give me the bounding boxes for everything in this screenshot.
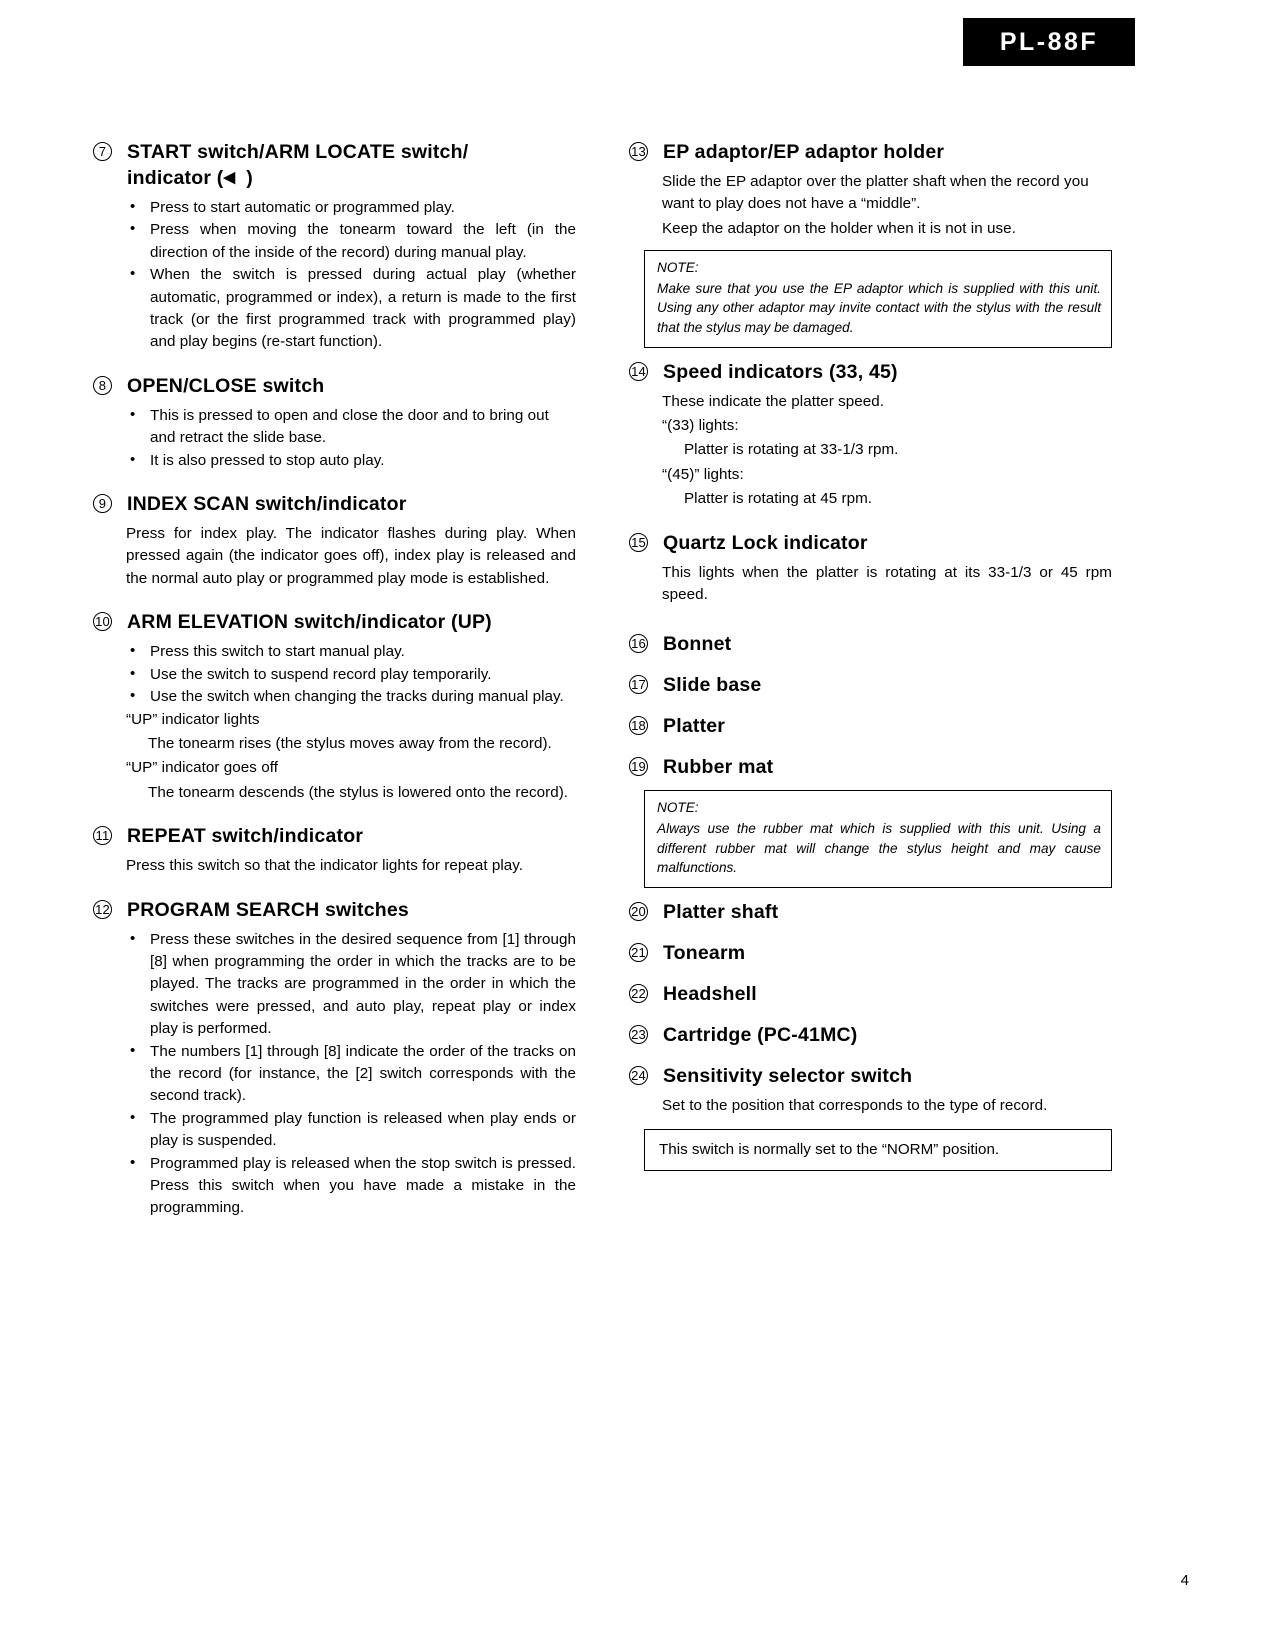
left-column [92,140,576,1226]
section-number-18: 18 [628,714,663,739]
spacer [628,517,1112,531]
section-24 [628,1064,1112,1171]
section-number-13: 13 [628,140,663,165]
section-23-heading [628,1023,1112,1048]
up-indicator-off-label: “UP” indicator goes off [126,759,278,777]
two-column-layout [0,140,1275,1226]
section-10-sub-blocks [92,709,576,805]
section-number-11: 11 [92,824,127,849]
section-22-title: Headshell [663,982,757,1005]
paragraph: Keep the adaptor on the holder when it is not in use. [662,219,1016,237]
section-10 [92,610,576,804]
paragraph: These indicate the platter speed. [662,392,885,410]
section-17 [628,673,1112,698]
section-13-heading [628,140,1112,165]
speed-45-detail: Platter is rotating at 45 rpm. [684,490,873,508]
list-item: • Programmed play is released when the stop switch is pressed. Press this switch when you have made a mistake in the programming. [126,1153,576,1220]
section-11-heading [92,824,576,849]
section-19-title: Rubber mat [663,756,774,779]
section-17-heading [628,673,1112,698]
speed-33-label: “(33) lights: [662,417,739,434]
section-22 [628,982,1112,1007]
section-14 [628,360,1112,511]
section-11-body [92,855,576,877]
section-8-title: OPEN/CLOSE switch [127,374,325,397]
section-number-14: 14 [628,360,663,385]
section-20 [628,900,1112,925]
section-12 [92,898,576,1220]
section-13-title: EP adaptor/EP adaptor holder [663,141,945,163]
section-number-9: 9 [92,492,127,517]
list-item: • Use the switch to suspend record play temporarily. [126,664,576,686]
up-indicator-off-text: The tonearm descends (the stylus is lowered onto the record). [148,783,569,801]
note-label: NOTE: [657,800,699,816]
section-17-title: Slide base [663,674,762,697]
section-12-heading [92,898,576,923]
section-number-20: 20 [628,900,663,925]
section-21 [628,941,1112,966]
norm-position-text: This switch is normally set to the “NORM” position. [659,1141,1000,1159]
list-item: • Press when moving the tonearm toward the left (in the direction of the inside of the record) during manual play. [126,219,576,264]
list-item: • Press to start automatic or programmed play. [126,197,576,219]
paragraph: Slide the EP adaptor over the platter shaft when the record you want to play does not have a “middle”. [662,173,1089,213]
section-10-title: ARM ELEVATION switch/indicator (UP) [127,611,492,634]
paragraph: Press for index play. The indicator flashes during play. When pressed again (the indicator goes off), index play is released and the normal auto play or programmed play mode is established. [126,525,576,587]
section-24-heading [628,1064,1112,1089]
section-20-title: Platter shaft [663,900,779,923]
model-badge [963,18,1135,66]
list-item: • Press this switch to start manual play. [126,641,576,663]
section-10-heading [92,610,576,635]
section-7-bullets [92,197,576,354]
section-number-8: 8 [92,374,127,399]
section-15-body [628,562,1112,607]
section-8-heading [92,374,576,399]
section-15 [628,531,1112,607]
spacer [92,360,576,374]
section-21-heading [628,941,1112,966]
section-20-heading [628,900,1112,925]
section-24-title: Sensitivity selector switch [663,1064,913,1087]
section-22-heading [628,982,1112,1007]
section-12-bullets [92,929,576,1220]
section-13-body [628,171,1112,240]
section-14-body [628,391,1112,511]
section-21-title: Tonearm [663,941,746,964]
note-label: NOTE: [657,260,699,276]
section-7-heading [92,140,576,191]
section-9-body [92,523,576,590]
section-8 [92,374,576,472]
paragraph: This lights when the platter is rotating at its 33-1/3 or 45 rpm speed. [662,563,1112,604]
section-13 [628,140,1112,348]
section-11-title: REPEAT switch/indicator [127,825,364,848]
section-16 [628,632,1112,657]
page-content [0,140,1275,1226]
section-number-19: 19 [628,755,663,780]
spacer [628,612,1112,632]
section-18-title: Platter [663,715,726,738]
note-box-ep-adaptor [644,250,1112,347]
spacer [92,884,576,898]
section-number-22: 22 [628,982,663,1007]
paragraph: Press this switch so that the indicator lights for repeat play. [126,857,524,875]
section-number-15: 15 [628,531,663,556]
spacer [92,596,576,610]
section-number-24: 24 [628,1064,663,1089]
model-badge-label: PL-88F [999,27,1099,56]
section-number-21: 21 [628,941,663,966]
section-14-heading [628,360,1112,385]
section-23-title: Cartridge (PC-41MC) [663,1023,858,1046]
section-14-title: Speed indicators (33, 45) [663,360,898,383]
speed-45-label: “(45)” lights: [662,465,744,483]
list-item: • The programmed play function is released when play ends or play is suspended. [126,1108,576,1153]
section-10-bullets [92,641,576,708]
section-16-title: Bonnet [663,633,732,656]
note-box-rubber-mat [644,790,1112,887]
section-9-heading [92,492,576,517]
list-item: • The numbers [1] through [8] indicate the order of the tracks on the record (for instance, the [2] switch corresponds with the second track). [126,1041,576,1108]
section-9-title: INDEX SCAN switch/indicator [127,493,407,516]
section-number-23: 23 [628,1023,663,1048]
section-number-12: 12 [92,898,127,923]
section-15-heading [628,531,1112,556]
paragraph: Set to the position that corresponds to the type of record. [662,1096,1048,1114]
norm-position-box [644,1129,1112,1171]
section-7-title: START switch/ARM LOCATE switch/ indicator (◀ ) [127,141,469,189]
section-number-16: 16 [628,632,663,657]
section-18 [628,714,1112,739]
note-text: Make sure that you use the EP adaptor which is supplied with this unit. Using any other adaptor may invite contact with the stylus with the result that the stylus may be damaged. [657,280,1101,335]
section-11 [92,824,576,877]
section-number-7: 7 [92,140,127,165]
up-indicator-lights-text: The tonearm rises (the stylus moves away from the record). [148,734,552,752]
section-24-body [628,1095,1112,1117]
right-column [628,140,1112,1183]
list-item: • When the switch is pressed during actual play (whether automatic, programmed or index), a return is made to the first track (or the first programmed track with programmed play) and play begins (re-start function). [126,264,576,354]
spacer [92,478,576,492]
list-item: • Use the switch when changing the tracks during manual play. [126,686,576,708]
note-text: Always use the rubber mat which is supplied with this unit. Using a different rubber mat will change the stylus height and may cause malfunctions. [657,821,1101,876]
speed-33-detail: Platter is rotating at 33-1/3 rpm. [684,441,899,459]
spacer [92,810,576,824]
list-item: • Press these switches in the desired sequence from [1] through [8] when programming the order in which the tracks are to be played. The tracks are programmed in the order in which the switches were pressed, and auto play, repeat play or index play is performed. [126,929,576,1041]
section-number-10: 10 [92,610,127,635]
section-12-title: PROGRAM SEARCH switches [127,898,409,921]
section-8-bullets [92,405,576,472]
page-number: 4 [1180,1572,1189,1589]
left-arrow-icon: ◀ [223,169,236,186]
up-indicator-lights-label: “UP” indicator lights [126,710,260,728]
section-16-heading [628,632,1112,657]
section-15-title: Quartz Lock indicator [663,531,868,554]
section-23 [628,1023,1112,1048]
list-item: • This is pressed to open and close the door and to bring out and retract the slide base. [126,405,576,450]
list-item: • It is also pressed to stop auto play. [126,450,576,472]
section-9 [92,492,576,590]
section-18-heading [628,714,1112,739]
section-7 [92,140,576,354]
section-19 [628,755,1112,887]
section-19-heading [628,755,1112,780]
section-number-17: 17 [628,673,663,698]
